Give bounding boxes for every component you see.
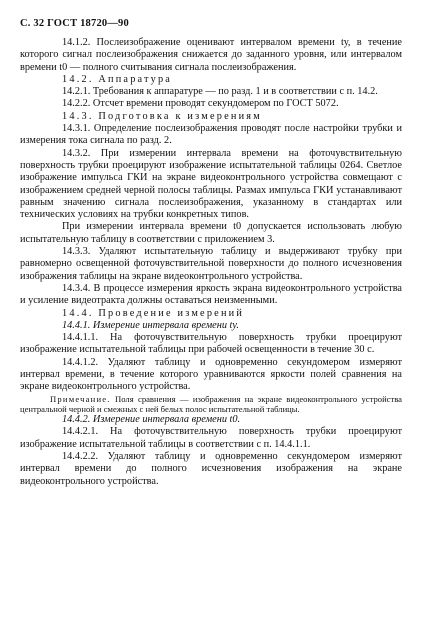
paragraph-14-3-1: 14.3.1. Определение послеизображения проводят после настройки трубки и измерения тока сигнала по разд. 2. bbox=[20, 123, 402, 147]
page-number: С. 32 bbox=[20, 18, 45, 29]
note-label: Примечание. bbox=[50, 393, 111, 404]
section-heading-preparation: 14.3. Подготовка к измерениям bbox=[62, 110, 262, 122]
paragraph-14-4-2-1: 14.4.2.1. На фоточувствительную поверхность трубки проецируют изображение испытательной таблицы в соответствии с п. 14.4.1.1. bbox=[20, 426, 402, 450]
paragraph-14-2-1: 14.2.1. Требования к аппаратуре — по разд. 1 и в соответствии с п. 14.2. bbox=[62, 86, 378, 98]
note-comparison-fields bbox=[20, 394, 402, 414]
paragraph-14-3-2: 14.3.2. При измерении интервала времени на фоточувствительную поверхность трубки проецируют изображение испытательной таблицы 0264. Светлое изображение импульса ГКИ на экране видеоконтрольного устройства совмещают с изображением средней черной полосы таблицы. Размах импульса ГКИ устанавливают равным значению сигнала послеизображения, указанному в стандартах или технических условиях на трубки конкретных типов. bbox=[20, 147, 402, 221]
paragraph-14-4-2-2: 14.4.2.2. Удаляют таблицу и одновременно секундомером измеряют интервал времени до полного исчезновения изображения на экране видеоконтрольного устройства. bbox=[20, 450, 402, 487]
paragraph-14-1-2: 14.1.2. Послеизображение оценивают интервалом времени tу, в течение которого сигнал послеизображения снижается до заданного уровня, или интервалом времени t0 — полного считывания сигнала послеизображения. bbox=[20, 37, 402, 73]
paragraph-t0-note: При измерении интервала времени t0 допускается использовать любую испытательную таблицу в соответствии с приложением 3. bbox=[20, 221, 402, 245]
subsection-heading-ty: 14.4.1. Измерение интервала времени tу. bbox=[62, 319, 239, 331]
section-heading-measurements: 14.4. Проведение измерений bbox=[62, 307, 245, 319]
note-text: Поля сравнения — изображения на экране видеоконтрольного устройства центральной черной и смежных с ней белых полос испытательной таблицы. bbox=[20, 393, 402, 414]
paragraph-14-3-3: 14.3.3. Удаляют испытательную таблицу и выдерживают трубку при равномерно освещенной фоточувствительной поверхности до полного исчезновения изображения таблицы на экране видеоконтрольного устройства. bbox=[20, 246, 402, 282]
page-header bbox=[20, 18, 402, 29]
subsection-heading-t0: 14.4.2. Измерение интервала времени t0. bbox=[62, 414, 241, 426]
paragraph-14-4-1-2: 14.4.1.2. Удаляют таблицу и одновременно секундомером измеряют интервал времени, в течение которого уравниваются яркости полей сравнения на экране видеоконтрольного устройства. bbox=[20, 356, 402, 393]
paragraph-14-3-4: 14.3.4. В процессе измерения яркость экрана видеоконтрольного устройства и усиление видеотракта должны оставаться неизменными. bbox=[20, 282, 402, 307]
section-heading-apparatus: 14.2. Аппаратура bbox=[62, 73, 173, 85]
document-title: ГОСТ 18720—90 bbox=[47, 18, 129, 29]
paragraph-14-2-2: 14.2.2. Отсчет времени проводят секундомером по ГОСТ 5072. bbox=[62, 98, 339, 110]
paragraph-14-4-1-1: 14.4.1.1. На фоточувствительную поверхность трубки проецируют изображение испытательной таблицы при рабочей освещенности в течение 30 с. bbox=[20, 332, 402, 356]
